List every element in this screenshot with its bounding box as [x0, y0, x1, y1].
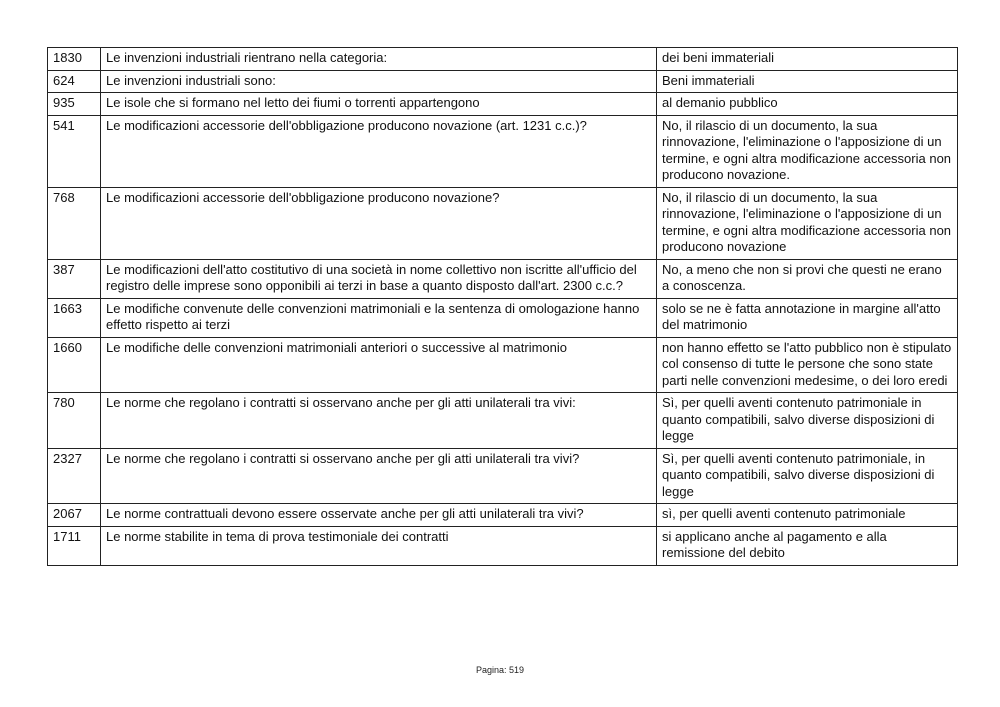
row-number: 935 — [48, 93, 101, 116]
question-text: Le invenzioni industriali rientrano nella categoria: — [101, 48, 657, 71]
row-number: 387 — [48, 259, 101, 298]
answer-text: sì, per quelli aventi contenuto patrimoniale — [657, 504, 958, 527]
question-text: Le norme che regolano i contratti si osservano anche per gli atti unilaterali tra vivi? — [101, 448, 657, 504]
table-row — [48, 298, 958, 337]
question-text: Le norme che regolano i contratti si osservano anche per gli atti unilaterali tra vivi: — [101, 393, 657, 449]
question-text: Le modifiche delle convenzioni matrimoniali anteriori o successive al matrimonio — [101, 337, 657, 393]
table-row — [48, 70, 958, 93]
question-text: Le modifiche convenute delle convenzioni matrimoniali e la sentenza di omologazione hanno effetto rispetto ai terzi — [101, 298, 657, 337]
table-row — [48, 448, 958, 504]
table-row — [48, 115, 958, 187]
row-number: 2067 — [48, 504, 101, 527]
answer-text: Beni immateriali — [657, 70, 958, 93]
table-row — [48, 187, 958, 259]
answer-text: Sì, per quelli aventi contenuto patrimoniale in quanto compatibili, salvo diverse disposizioni di legge — [657, 393, 958, 449]
question-text: Le isole che si formano nel letto dei fiumi o torrenti appartengono — [101, 93, 657, 116]
answer-text: non hanno effetto se l'atto pubblico non è stipulato col consenso di tutte le persone che sono state parti nelle convenzioni medesime, o dei loro eredi — [657, 337, 958, 393]
row-number: 541 — [48, 115, 101, 187]
questions-table — [47, 47, 958, 566]
table-row — [48, 48, 958, 71]
table-row — [48, 337, 958, 393]
answer-text: si applicano anche al pagamento e alla remissione del debito — [657, 526, 958, 565]
question-text: Le norme contrattuali devono essere osservate anche per gli atti unilaterali tra vivi? — [101, 504, 657, 527]
answer-text: No, il rilascio di un documento, la sua rinnovazione, l'eliminazione o l'apposizione di un termine, e ogni altra modificazione accessoria non producono novazione — [657, 187, 958, 259]
row-number: 1711 — [48, 526, 101, 565]
answer-text: al demanio pubblico — [657, 93, 958, 116]
table-row — [48, 526, 958, 565]
answer-text: No, il rilascio di un documento, la sua rinnovazione, l'eliminazione o l'apposizione di un termine, e ogni altra modificazione accessoria non producono novazione. — [657, 115, 958, 187]
row-number: 768 — [48, 187, 101, 259]
answer-text: No, a meno che non si provi che questi ne erano a conoscenza. — [657, 259, 958, 298]
page-number-footer: Pagina: 519 — [475, 665, 525, 675]
question-text: Le norme stabilite in tema di prova testimoniale dei contratti — [101, 526, 657, 565]
table-row — [48, 259, 958, 298]
question-text: Le modificazioni accessorie dell'obbligazione producono novazione (art. 1231 c.c.)? — [101, 115, 657, 187]
row-number: 780 — [48, 393, 101, 449]
row-number: 2327 — [48, 448, 101, 504]
table-row — [48, 93, 958, 116]
answer-text: solo se ne è fatta annotazione in margine all'atto del matrimonio — [657, 298, 958, 337]
row-number: 624 — [48, 70, 101, 93]
questions-table-body — [48, 48, 958, 566]
question-text: Le invenzioni industriali sono: — [101, 70, 657, 93]
answer-text: Sì, per quelli aventi contenuto patrimoniale, in quanto compatibili, salvo diverse disposizioni di legge — [657, 448, 958, 504]
row-number: 1663 — [48, 298, 101, 337]
question-text: Le modificazioni accessorie dell'obbligazione producono novazione? — [101, 187, 657, 259]
question-text: Le modificazioni dell'atto costitutivo di una società in nome collettivo non iscritte all'ufficio del registro delle imprese sono opponibili ai terzi in base a quanto disposto dall'art. 2300 c.c.? — [101, 259, 657, 298]
table-row — [48, 504, 958, 527]
answer-text: dei beni immateriali — [657, 48, 958, 71]
row-number: 1830 — [48, 48, 101, 71]
table-row — [48, 393, 958, 449]
row-number: 1660 — [48, 337, 101, 393]
